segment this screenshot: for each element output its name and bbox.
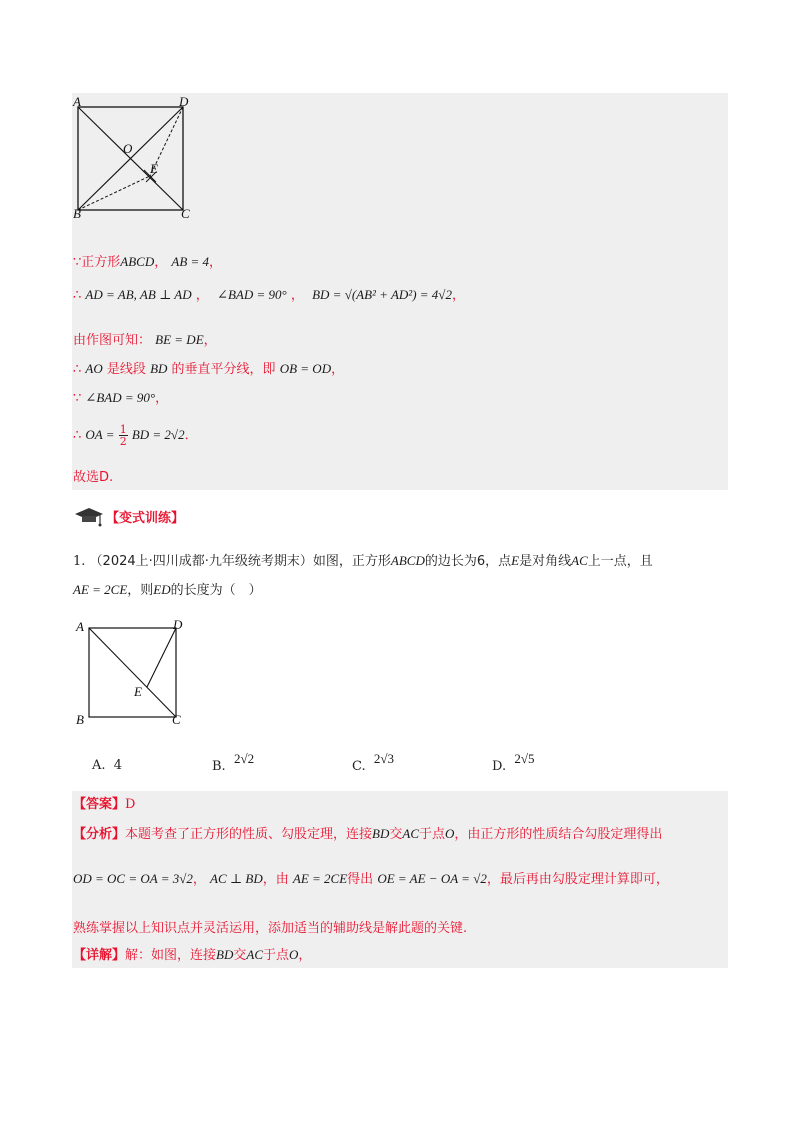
text: 上一点，且 bbox=[587, 554, 653, 569]
fig2-label-c: C bbox=[172, 712, 181, 727]
math: AE = 2CE bbox=[292, 871, 348, 886]
denominator: 2 bbox=[119, 435, 127, 448]
solution-line-2: ∴ AD = AB, AB ⊥ AD ， ∠BAD = 90° ， BD = √(AB² + AD²) = 4√2， bbox=[73, 287, 465, 303]
math: ABCD bbox=[390, 553, 425, 568]
question-line-2 bbox=[73, 581, 262, 600]
text: ， bbox=[451, 288, 465, 303]
analysis-line-3: 熟练掌握以上知识点并灵活运用，添加适当的辅助线是解此题的关键. bbox=[73, 921, 468, 936]
option-value: 2√3 bbox=[373, 751, 395, 766]
math: AC bbox=[402, 826, 420, 841]
text: ， bbox=[155, 391, 169, 406]
text: 由作图可知： bbox=[73, 333, 152, 348]
option-a[interactable] bbox=[92, 757, 122, 775]
fig1-label-a: A bbox=[73, 94, 81, 109]
text: 的垂直平分线，即 bbox=[171, 362, 276, 377]
option-letter: D. bbox=[492, 759, 507, 774]
math: BD bbox=[216, 947, 234, 962]
option-c[interactable] bbox=[352, 750, 395, 774]
fig1-label-e: E bbox=[150, 161, 158, 176]
math: O bbox=[289, 947, 299, 962]
fig1-label-b: B bbox=[73, 206, 81, 221]
fig2-label-d: D bbox=[173, 617, 183, 632]
math: BD = √(AB² + AD²) = 4√2 bbox=[312, 287, 452, 302]
math: AO bbox=[85, 361, 103, 376]
text: ， bbox=[154, 255, 168, 270]
math: AC bbox=[571, 553, 588, 568]
text: 是线段 bbox=[106, 362, 146, 377]
math: ∠BAD = 90° bbox=[217, 287, 287, 302]
text: 本题考查了正方形的性质、勾股定理，连接 bbox=[125, 827, 373, 842]
text: ， bbox=[192, 872, 206, 887]
fig1-label-o: O bbox=[123, 141, 133, 156]
solution-line-3 bbox=[73, 331, 217, 350]
text: ， bbox=[331, 362, 345, 377]
detail-line bbox=[73, 946, 311, 965]
question-number: 1. bbox=[73, 554, 86, 569]
text: 的边长为6，点 bbox=[424, 554, 512, 569]
question-line-1 bbox=[73, 552, 653, 571]
answer-value: D bbox=[125, 797, 136, 812]
question-source: （2024上·四川成都·九年级统考期末） bbox=[89, 554, 313, 569]
math: OA = bbox=[85, 427, 115, 442]
solution-line-5 bbox=[73, 389, 168, 408]
option-letter: A. bbox=[92, 758, 106, 773]
math: OE = AE − OA = √2 bbox=[377, 871, 487, 886]
option-value: 2√2 bbox=[233, 751, 255, 766]
analysis-label: 【分析】 bbox=[73, 827, 126, 842]
text: 的长度为（ ） bbox=[170, 583, 262, 598]
analysis-line-1 bbox=[73, 825, 662, 844]
text: ∴ bbox=[73, 362, 82, 377]
fig2-label-b: B bbox=[76, 712, 84, 727]
solution-line-6 bbox=[73, 424, 198, 447]
text: ∵ bbox=[73, 391, 82, 406]
option-d[interactable] bbox=[492, 750, 535, 774]
math: BD bbox=[150, 361, 168, 376]
text: ，由正方形的性质结合勾股定理得出 bbox=[454, 827, 663, 842]
math: OB = OD bbox=[279, 361, 332, 376]
text: ． bbox=[184, 428, 198, 443]
text: 于点 bbox=[263, 948, 290, 963]
detail-label: 【详解】 bbox=[73, 948, 126, 963]
text: ，则 bbox=[127, 583, 154, 598]
text: ，最后再由勾股定理计算即可， bbox=[486, 872, 669, 887]
math: AC ⊥ BD bbox=[210, 871, 263, 886]
text: 于点 bbox=[419, 827, 446, 842]
text: ，由 bbox=[262, 872, 289, 887]
answer-label: 【答案】 bbox=[73, 797, 126, 812]
solution-line-4 bbox=[73, 360, 344, 379]
text: 得出 bbox=[347, 872, 374, 887]
math: BE = DE bbox=[155, 332, 204, 347]
text: ∵正方形 bbox=[73, 255, 121, 270]
option-value: 4 bbox=[113, 758, 123, 773]
dashed-be bbox=[78, 176, 150, 210]
segment-ed bbox=[147, 628, 176, 687]
math: AE = 2CE bbox=[73, 582, 128, 597]
text: ， bbox=[298, 948, 312, 963]
numerator: 1 bbox=[119, 423, 127, 436]
option-letter: B. bbox=[212, 759, 226, 774]
math: ∠BAD = 90° bbox=[85, 390, 156, 405]
fig2-label-e: E bbox=[134, 684, 142, 699]
answer-line bbox=[73, 796, 135, 814]
text: 交 bbox=[389, 827, 403, 842]
text: ∴ bbox=[73, 288, 82, 303]
math: AD = AB, AB ⊥ AD bbox=[85, 287, 192, 302]
solution-line-7: 故选D. bbox=[73, 470, 114, 485]
diagonal-ac bbox=[89, 628, 176, 717]
text: 如图，正方形 bbox=[312, 554, 391, 569]
text: 是对角线 bbox=[519, 554, 572, 569]
graduation-cap-icon bbox=[74, 506, 104, 528]
math: BD bbox=[372, 826, 390, 841]
math: AC bbox=[246, 947, 264, 962]
figure-square-with-diagonal bbox=[70, 94, 210, 224]
text: ∴ bbox=[73, 428, 82, 443]
fig1-label-c: C bbox=[181, 206, 190, 221]
math: ED bbox=[153, 582, 171, 597]
math: E bbox=[511, 553, 520, 568]
fig2-label-a: A bbox=[76, 619, 84, 634]
text: 交 bbox=[233, 948, 247, 963]
option-letter: C. bbox=[352, 759, 366, 774]
option-b[interactable] bbox=[212, 750, 255, 774]
math: BD = 2√2 bbox=[131, 427, 185, 442]
math: OD = OC = OA = 3√2 bbox=[73, 871, 193, 886]
fig1-label-d: D bbox=[179, 94, 189, 109]
text: 解：如图，连接 bbox=[125, 948, 217, 963]
math: AB = 4 bbox=[171, 254, 210, 269]
fraction bbox=[119, 424, 128, 447]
option-value: 2√5 bbox=[514, 751, 535, 766]
analysis-line-2 bbox=[73, 870, 669, 889]
solution-line-1 bbox=[73, 253, 222, 272]
section-heading: 【变式训练】 bbox=[106, 511, 185, 526]
math: ABCD bbox=[120, 254, 155, 269]
text: ， bbox=[203, 333, 217, 348]
text: ， bbox=[209, 255, 223, 270]
math: O bbox=[445, 826, 455, 841]
